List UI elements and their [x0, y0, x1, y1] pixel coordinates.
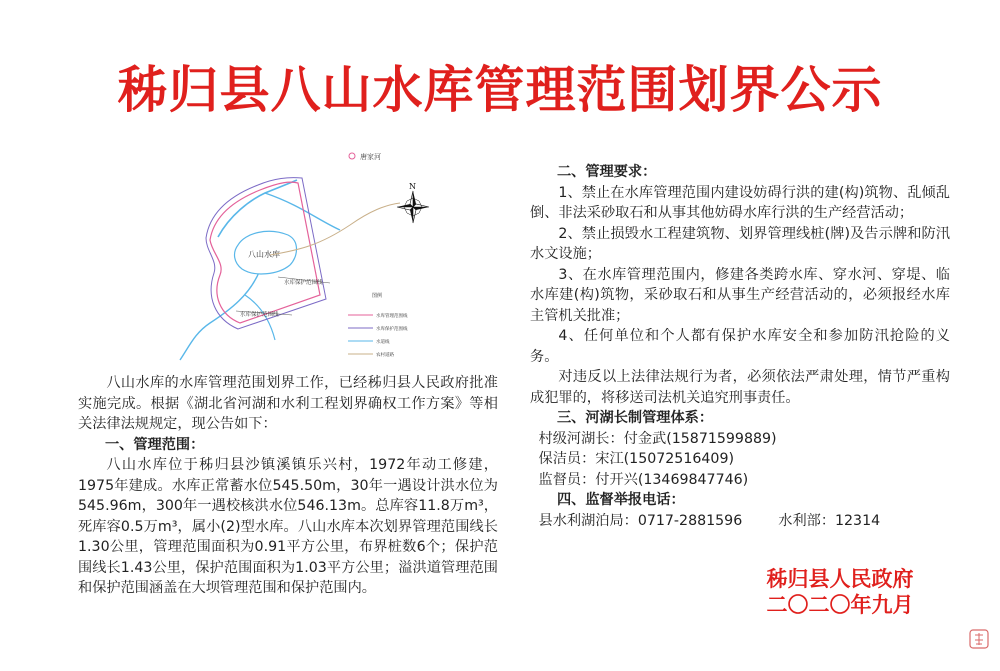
issuer-block — [750, 566, 930, 618]
legend-item: 水道线 — [376, 340, 390, 345]
right-column — [530, 162, 950, 531]
section-heading-requirements: 二、管理要求： — [556, 164, 657, 180]
legend-item: 水库管理范围线 — [376, 314, 408, 319]
requirement-item: 4、任何单位和个人都有保护水库安全和参加防汛抢险的义务。 — [530, 328, 950, 365]
issue-date: 二〇二〇年九月 — [766, 593, 914, 617]
contact-supervisor: 监督员：付开兴(13469847746) — [538, 471, 749, 488]
requirement-item: 2、禁止损毁水工程建筑物、划界管理线桩(牌)及告示牌和防汛水文设施； — [530, 225, 950, 262]
section-heading-scope: 一、管理范围： — [104, 436, 205, 453]
north-label: N — [409, 182, 416, 191]
contact-river-chief: 村级河湖长：付金武(15871599889) — [538, 430, 777, 447]
legend-title: 图例 — [372, 293, 383, 299]
place-label: 唐家河 — [360, 153, 381, 161]
left-column — [78, 373, 498, 599]
water-line — [218, 180, 297, 237]
contact-cleaner: 保洁员：宋江(15072516409) — [538, 451, 735, 467]
page-title: 秭归县八山水库管理范围划界公示 — [117, 61, 883, 119]
section-heading-hotline: 四、监督举报电话： — [556, 492, 685, 508]
seal-stamp-icon — [968, 628, 990, 650]
reservoir-label: 八山水库 — [248, 250, 280, 259]
hotline-row — [539, 511, 950, 532]
place-marker — [349, 153, 355, 159]
reservoir-map — [150, 145, 510, 370]
north-arrow-icon — [397, 191, 429, 223]
legend-item: 水库保护范围线 — [376, 327, 408, 332]
intro-paragraph: 八山水库的水库管理范围划界工作，已经秭归县人民政府批准实施完成。根据《湖北省河湖和水利工程划界确权工作方案》等相关法律法规规定，现公告如下： — [78, 375, 498, 432]
scope-paragraph: 八山水库位于秭归县沙镇溪镇乐兴村，1972年动工修建，1975年建成。水库正常蓄水位545.50m，30年一遇设计洪水位为545.96m，300年一遇校核洪水位546.13m。总库容11.8万m³，死库容0.5万m³，属小(2)型水库。八山水库本次划界管理范围线长1.30公里，管理范围面积为0.91平方公里，布界桩数6个；保护范围线长1.43公里，保护范围面积为1.03平方公里；溢洪道管理范围和保护范围涵盖在大坝管理范围和保护范围内。 — [78, 457, 498, 596]
requirement-item: 3、在水库管理范围内，修建各类跨水库、穿水河、穿堤、临水库建(构)筑物，采砂取石和从事生产经营活动的，必须报经水库主管机关批准； — [530, 266, 950, 324]
requirement-item: 1、禁止在水库管理范围内建设妨碍行洪的建(构)筑物、乱倾乱倒、非法采砂取石和从事其他妨碍水库行洪的生产经营活动； — [530, 184, 950, 221]
hotline-county: 县水利湖泊局：0717-2881596 — [538, 512, 743, 529]
issuer-name: 秭归县人民政府 — [766, 567, 914, 591]
boundary-label-1: 水库保护范围线 — [284, 280, 323, 286]
water-line — [265, 193, 340, 230]
hotline-ministry: 水利部：12314 — [778, 512, 881, 529]
map-legend — [348, 292, 408, 358]
boundary-label-2: 水库保护范围线 — [240, 312, 279, 318]
legend-item: 农村道路 — [376, 353, 394, 358]
penalty-paragraph: 对违反以上法律法规行为者，必须依法严肃处理，情节严重构成犯罪的，将移送司法机关追究刑事责任。 — [530, 369, 950, 406]
section-heading-river-chief: 三、河湖长制管理体系： — [556, 410, 714, 426]
